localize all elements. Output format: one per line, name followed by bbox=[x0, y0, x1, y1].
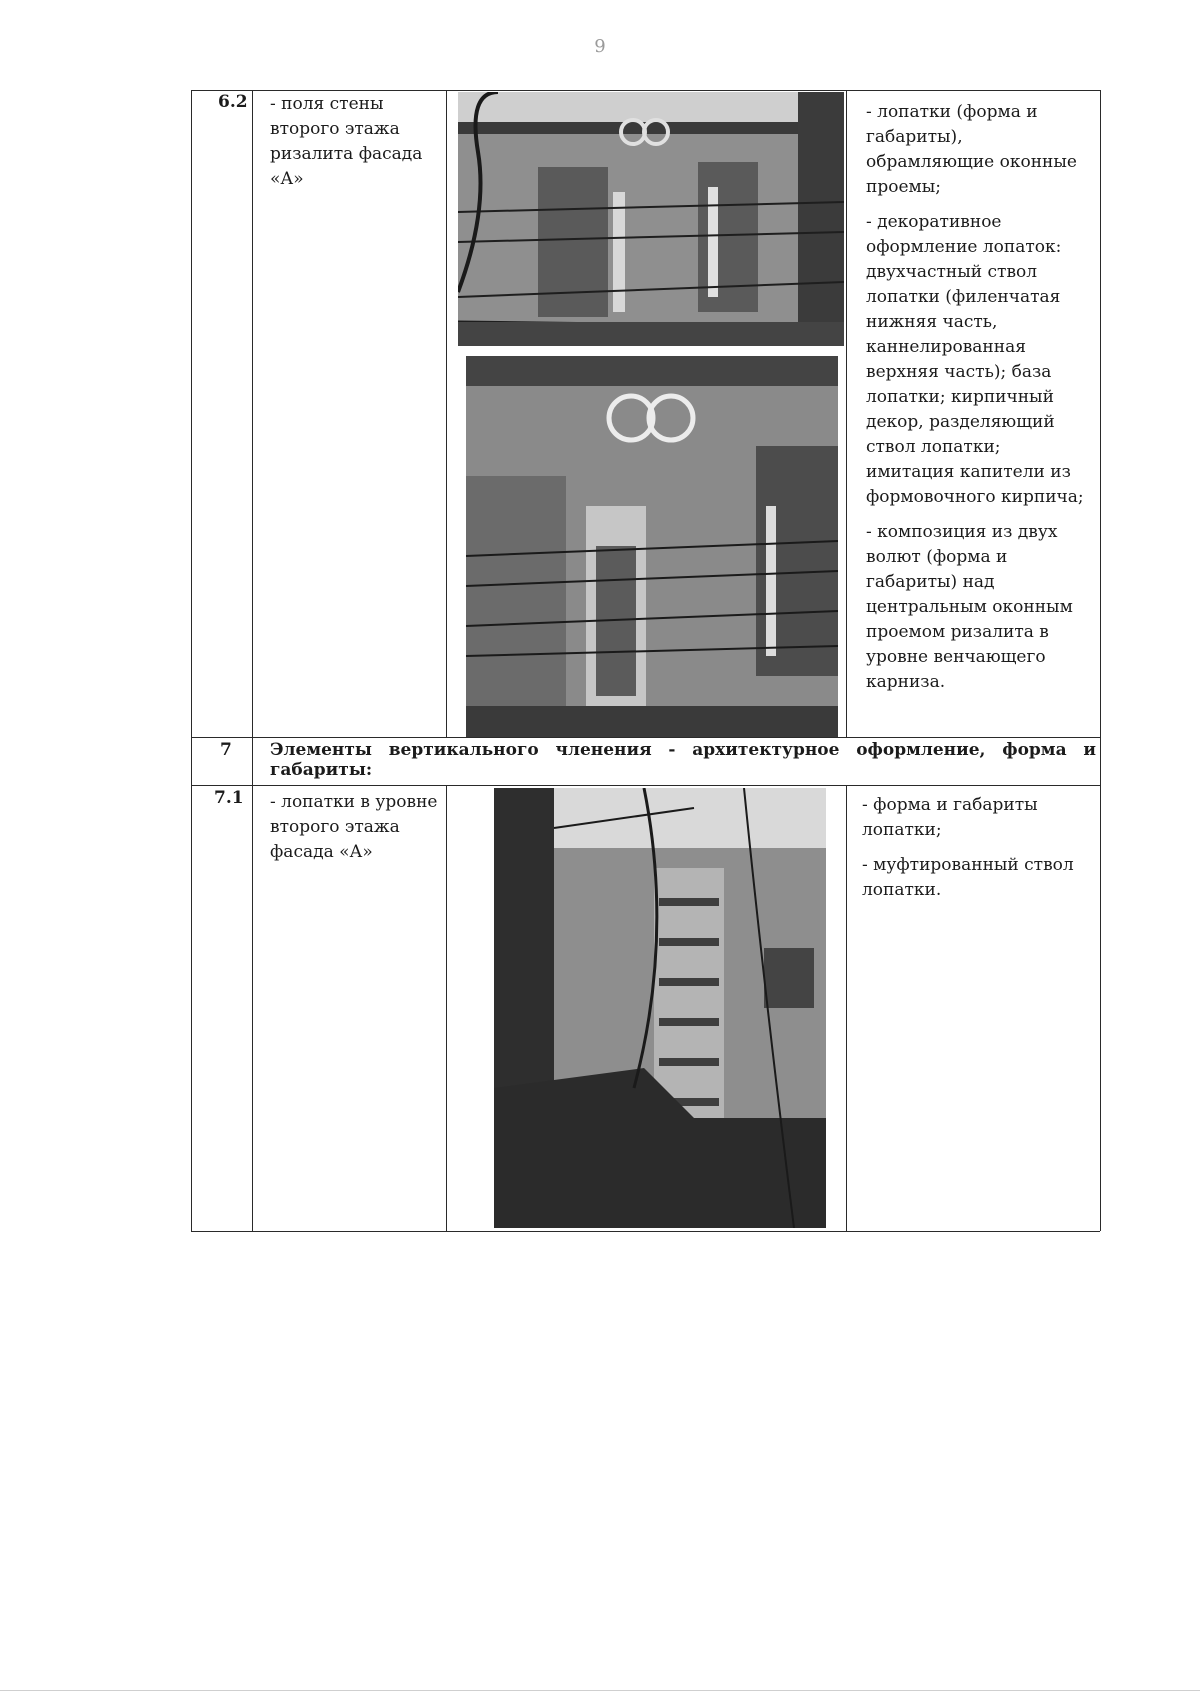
row-number: 7.1 bbox=[214, 788, 244, 808]
protected-features bbox=[862, 793, 1094, 913]
facade-photo-central-window bbox=[466, 356, 838, 737]
table-bottom-border bbox=[191, 1231, 1100, 1232]
row-divider bbox=[191, 785, 1100, 786]
table-left-border bbox=[191, 90, 192, 1231]
feature-item: - форма и габариты лопатки; bbox=[862, 795, 1038, 840]
table-right-border bbox=[1100, 90, 1101, 1231]
feature-item: - муфтированный ствол лопатки. bbox=[862, 855, 1074, 900]
column-divider bbox=[846, 90, 847, 737]
feature-item: - композиция из двух волют (форма и габариты) над центральным оконным проемом ризалита в уровне венчающего карниза. bbox=[866, 522, 1073, 692]
section-header: Элементы вертикального членения - архитектурное оформление, форма и габариты: bbox=[270, 740, 1096, 780]
facade-photo-graphic bbox=[458, 92, 844, 346]
element-description bbox=[270, 92, 440, 192]
pilaster-photo-graphic bbox=[494, 788, 826, 1228]
facade-photo-upper-floor bbox=[458, 92, 844, 346]
element-description-text: - поля стены второго этажа ризалита фасада «А» bbox=[270, 94, 423, 189]
column-divider bbox=[446, 90, 447, 737]
feature-item: - декоративное оформление лопаток: двухчастный ствол лопатки (филенчатая нижняя часть, каннелированная верхняя часть); база лопатки; кирпичный декор, разделяющий ствол лопатки; имитация капители из формовочного кирпича; bbox=[866, 212, 1084, 507]
column-divider bbox=[252, 90, 253, 1231]
column-divider bbox=[846, 785, 847, 1231]
table-top-border bbox=[191, 90, 1100, 91]
row-number: 6.2 bbox=[218, 92, 248, 112]
row-divider bbox=[191, 737, 1100, 738]
protected-features bbox=[866, 100, 1094, 705]
column-divider bbox=[446, 785, 447, 1231]
scan-edge bbox=[0, 1690, 1200, 1691]
pilaster-photo bbox=[494, 788, 826, 1228]
element-description-text: - лопатки в уровне второго этажа фасада «А» bbox=[270, 792, 438, 862]
feature-item: - лопатки (форма и габариты), обрамляющие оконные проемы; bbox=[866, 102, 1077, 197]
element-description bbox=[270, 790, 440, 865]
page-number: 9 bbox=[594, 36, 606, 57]
facade-photo-graphic bbox=[466, 356, 838, 737]
row-number: 7 bbox=[220, 740, 232, 760]
